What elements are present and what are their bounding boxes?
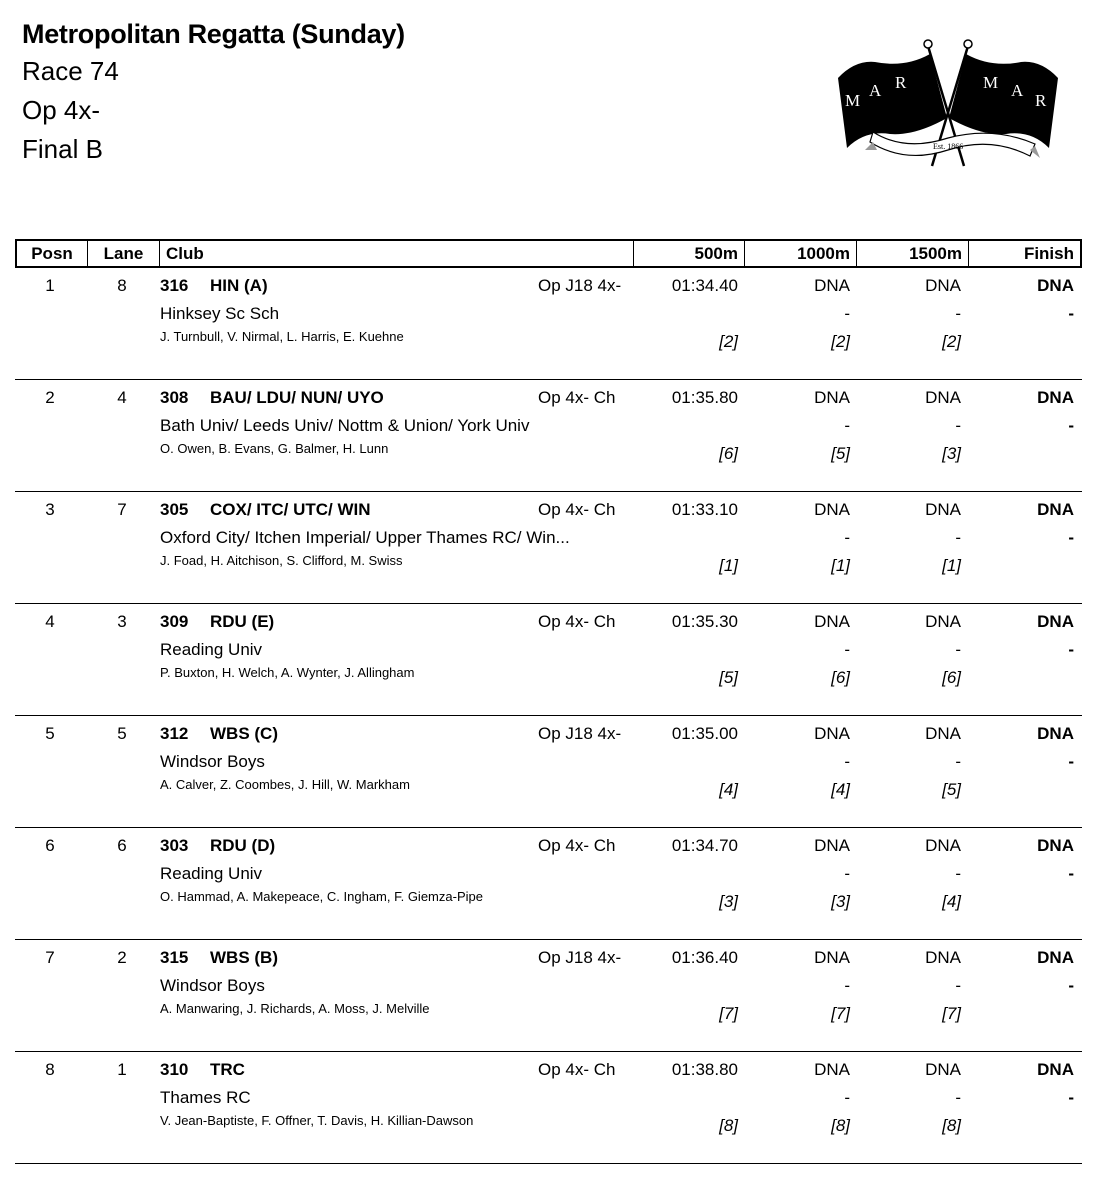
row-time-1000m: DNA — [814, 948, 850, 967]
race-number: Race 74 — [22, 56, 119, 86]
row-time-1500m: DNA — [925, 500, 961, 519]
row-time-500m: 01:34.40 — [671, 276, 738, 295]
row-delta-1500m: - — [955, 976, 961, 995]
row-crew-code: WBS (B) — [210, 948, 278, 967]
row-rank-500m: [7] — [719, 1004, 738, 1023]
row-club-name: Windsor Boys — [160, 976, 265, 995]
row-rank-500m: [8] — [719, 1116, 738, 1135]
row-crew-names: A. Manwaring, J. Richards, A. Moss, J. Melville — [160, 1001, 430, 1016]
row-boat-number: 315 — [160, 948, 189, 967]
row-rank-1500m: [4] — [942, 892, 961, 911]
col-1500m: 1500m — [856, 241, 968, 266]
row-crew-names: O. Owen, B. Evans, G. Balmer, H. Lunn — [160, 441, 389, 456]
row-position: 8 — [45, 1060, 55, 1079]
row-category: Op J18 4x- — [538, 276, 622, 295]
row-delta-1000m: - — [844, 640, 850, 659]
row-crew-names: P. Buxton, H. Welch, A. Wynter, J. Allingham — [160, 665, 415, 680]
row-boat-number: 310 — [160, 1060, 189, 1079]
row-crew-names: J. Turnbull, V. Nirmal, L. Harris, E. Kuehne — [160, 329, 404, 344]
row-rank-1000m: [3] — [831, 892, 850, 911]
row-finish-time: DNA — [1037, 724, 1074, 743]
event-name: Op 4x- — [22, 95, 101, 125]
row-rank-1000m: [7] — [831, 1004, 850, 1023]
logo-left-letter-1: M — [845, 91, 861, 110]
table-row — [15, 1052, 1082, 1164]
row-lane: 6 — [117, 836, 127, 855]
row-rank-1500m: [5] — [942, 780, 961, 799]
logo-right-letter-2: A — [1011, 81, 1024, 100]
row-category: Op J18 4x- — [538, 724, 622, 743]
row-time-1500m: DNA — [925, 612, 961, 631]
row-lane: 5 — [117, 724, 127, 743]
row-rank-1500m: [3] — [942, 444, 961, 463]
row-finish-time: DNA — [1037, 388, 1074, 407]
row-lane: 7 — [117, 500, 127, 519]
row-delta-1000m: - — [844, 528, 850, 547]
row-rank-1000m: [1] — [831, 556, 850, 575]
logo-right-letter-3: R — [1035, 91, 1047, 110]
logo-right-letter-1: M — [983, 73, 999, 92]
row-delta-finish: - — [1068, 976, 1074, 995]
row-time-1500m: DNA — [925, 276, 961, 295]
row-delta-1500m: - — [955, 416, 961, 435]
row-category: Op J18 4x- — [538, 948, 622, 967]
row-finish-time: DNA — [1037, 612, 1074, 631]
row-delta-finish: - — [1068, 528, 1074, 547]
col-lane: Lane — [87, 241, 159, 266]
row-time-1000m: DNA — [814, 1060, 850, 1079]
row-time-500m: 01:36.40 — [671, 948, 738, 967]
row-delta-finish: - — [1068, 864, 1074, 883]
row-crew-code: HIN (A) — [210, 276, 268, 295]
row-lane: 1 — [117, 1060, 127, 1079]
row-rank-1000m: [6] — [831, 668, 850, 687]
row-boat-number: 312 — [160, 724, 189, 743]
row-delta-finish: - — [1068, 752, 1074, 771]
row-crew-names: V. Jean-Baptiste, F. Offner, T. Davis, H. Killian-Dawson — [160, 1113, 474, 1128]
results-table — [15, 239, 1082, 1135]
row-category: Op 4x- Ch — [538, 388, 616, 407]
row-time-500m: 01:38.80 — [671, 1060, 738, 1079]
row-delta-1500m: - — [955, 1088, 961, 1107]
row-time-1000m: DNA — [814, 500, 850, 519]
row-club-name: Oxford City/ Itchen Imperial/ Upper Thames RC/ Win... — [160, 528, 570, 547]
row-crew-code: TRC — [210, 1060, 245, 1079]
row-time-500m: 01:35.00 — [671, 724, 738, 743]
row-rank-1500m: [6] — [942, 668, 961, 687]
row-finish-time: DNA — [1037, 1060, 1074, 1079]
row-time-1500m: DNA — [925, 948, 961, 967]
row-boat-number: 309 — [160, 612, 189, 631]
results-header — [22, 16, 405, 169]
col-1000m: 1000m — [744, 241, 856, 266]
row-crew-code: BAU/ LDU/ NUN/ UYO — [210, 388, 384, 407]
row-finish-time: DNA — [1037, 500, 1074, 519]
col-posn: Posn — [31, 244, 73, 263]
row-boat-number: 305 — [160, 500, 189, 519]
row-delta-1500m: - — [955, 864, 961, 883]
row-time-1500m: DNA — [925, 388, 961, 407]
row-rank-1000m: [4] — [831, 780, 850, 799]
row-rank-500m: [1] — [719, 556, 738, 575]
row-category: Op 4x- Ch — [538, 500, 616, 519]
row-delta-finish: - — [1068, 1088, 1074, 1107]
row-delta-1000m: - — [844, 752, 850, 771]
row-crew-names: J. Foad, H. Aitchison, S. Clifford, M. Swiss — [160, 553, 403, 568]
row-rank-1000m: [5] — [831, 444, 850, 463]
row-boat-number: 308 — [160, 388, 189, 407]
row-position: 6 — [45, 836, 55, 855]
row-time-1500m: DNA — [925, 1060, 961, 1079]
row-rank-1500m: [7] — [942, 1004, 961, 1023]
row-delta-finish: - — [1068, 304, 1074, 323]
row-rank-500m: [2] — [719, 332, 738, 351]
row-club-name: Windsor Boys — [160, 752, 265, 771]
row-delta-1500m: - — [955, 640, 961, 659]
row-finish-time: DNA — [1037, 836, 1074, 855]
row-time-500m: 01:35.80 — [671, 388, 738, 407]
col-club: Club — [159, 241, 633, 266]
row-rank-1000m: [2] — [831, 332, 850, 351]
row-rank-500m: [4] — [719, 780, 738, 799]
row-club-name: Thames RC — [160, 1088, 251, 1107]
row-finish-time: DNA — [1037, 276, 1074, 295]
row-time-500m: 01:34.70 — [671, 836, 738, 855]
row-lane: 3 — [117, 612, 127, 631]
row-rank-1000m: [8] — [831, 1116, 850, 1135]
row-category: Op 4x- Ch — [538, 612, 616, 631]
race-stage: Final B — [22, 134, 103, 164]
row-time-1000m: DNA — [814, 276, 850, 295]
logo-left-letter-3: R — [895, 73, 907, 92]
row-delta-1000m: - — [844, 864, 850, 883]
row-time-1500m: DNA — [925, 836, 961, 855]
row-rank-1500m: [1] — [942, 556, 961, 575]
row-rank-1500m: [2] — [942, 332, 961, 351]
row-club-name: Reading Univ — [160, 864, 263, 883]
row-lane: 4 — [117, 388, 127, 407]
row-club-name: Hinksey Sc Sch — [160, 304, 280, 323]
row-category: Op 4x- Ch — [538, 836, 616, 855]
row-position: 5 — [45, 724, 55, 743]
col-finish: Finish — [968, 241, 1080, 266]
row-category: Op 4x- Ch — [538, 1060, 616, 1079]
row-position: 3 — [45, 500, 55, 519]
row-time-1000m: DNA — [814, 836, 850, 855]
row-lane: 8 — [117, 276, 127, 295]
row-delta-1500m: - — [955, 304, 961, 323]
regatta-title: Metropolitan Regatta (Sunday) — [22, 19, 405, 49]
row-crew-code: RDU (E) — [210, 612, 275, 631]
row-boat-number: 303 — [160, 836, 189, 855]
logo-left-letter-2: A — [869, 81, 882, 100]
row-delta-finish: - — [1068, 416, 1074, 435]
row-delta-1000m: - — [844, 976, 850, 995]
row-crew-code: COX/ ITC/ UTC/ WIN — [210, 500, 371, 519]
row-time-1500m: DNA — [925, 724, 961, 743]
row-boat-number: 316 — [160, 276, 189, 295]
logo-ribbon-text: Est. 1866 — [933, 142, 964, 151]
row-lane: 2 — [117, 948, 127, 967]
row-delta-1000m: - — [844, 416, 850, 435]
row-delta-1000m: - — [844, 1088, 850, 1107]
row-rank-500m: [6] — [719, 444, 738, 463]
row-crew-code: RDU (D) — [210, 836, 276, 855]
row-crew-names: A. Calver, Z. Coombes, J. Hill, W. Markham — [160, 777, 410, 792]
row-delta-finish: - — [1068, 640, 1074, 659]
row-rank-1500m: [8] — [942, 1116, 961, 1135]
row-time-500m: 01:33.10 — [671, 500, 738, 519]
row-delta-1500m: - — [955, 752, 961, 771]
row-time-1000m: DNA — [814, 612, 850, 631]
row-finish-time: DNA — [1037, 948, 1074, 967]
mar-club-logo — [835, 38, 1061, 168]
row-position: 1 — [45, 276, 55, 295]
row-position: 7 — [45, 948, 55, 967]
row-time-1000m: DNA — [814, 388, 850, 407]
row-rank-500m: [3] — [719, 892, 738, 911]
row-club-name: Reading Univ — [160, 640, 263, 659]
row-time-1000m: DNA — [814, 724, 850, 743]
row-club-name: Bath Univ/ Leeds Univ/ Nottm & Union/ York Univ — [160, 416, 530, 435]
row-delta-1500m: - — [955, 528, 961, 547]
row-delta-1000m: - — [844, 304, 850, 323]
row-time-500m: 01:35.30 — [671, 612, 738, 631]
col-500m: 500m — [633, 241, 744, 266]
row-crew-names: O. Hammad, A. Makepeace, C. Ingham, F. Giemza-Pipe — [160, 889, 483, 904]
row-rank-500m: [5] — [719, 668, 738, 687]
row-position: 2 — [45, 388, 55, 407]
row-position: 4 — [45, 612, 55, 631]
row-crew-code: WBS (C) — [210, 724, 278, 743]
